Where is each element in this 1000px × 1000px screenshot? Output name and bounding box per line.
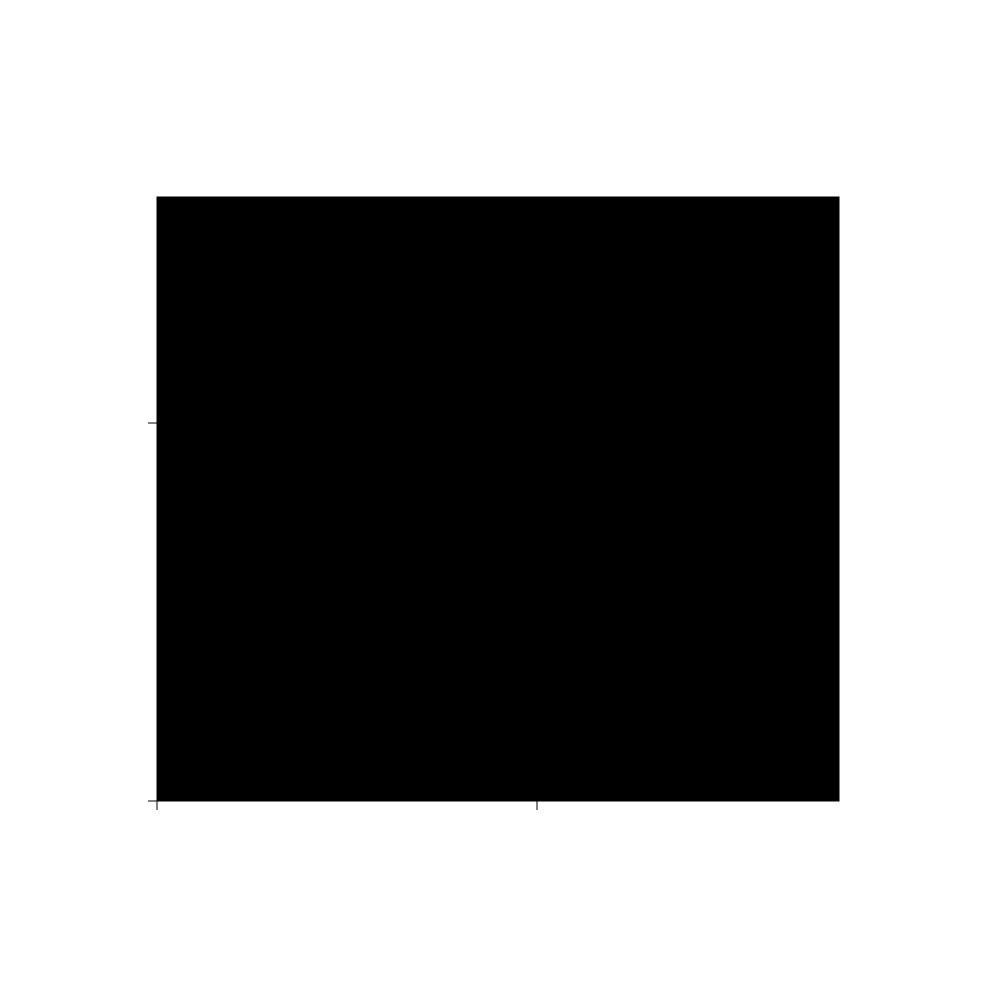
map-background — [157, 197, 839, 801]
